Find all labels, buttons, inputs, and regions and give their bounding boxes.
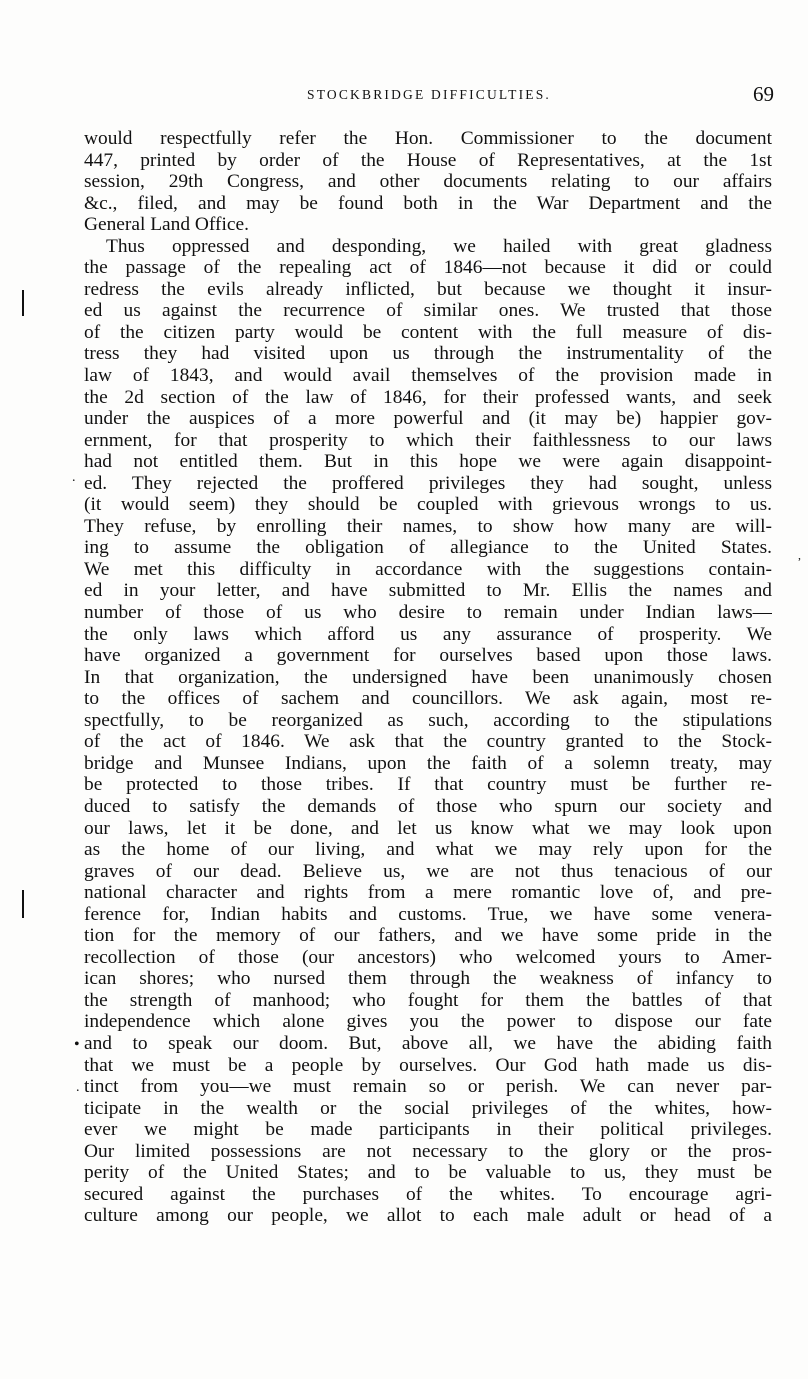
- text-line: independence which alone gives you the power to dispose our fate: [84, 1011, 772, 1033]
- text-line: had not entitled them. But in this hope we were again disappoint-: [84, 451, 772, 473]
- text-line: recollection of those (our ancestors) who welcomed yours to Amer-: [84, 946, 772, 968]
- text-line: law of 1843, and would avail themselves of the provision made in: [84, 365, 772, 387]
- text-line: the 2d section of the law of 1846, for their professed wants, and seek: [84, 386, 772, 408]
- text-line: ed in your letter, and have submitted to Mr. Ellis the names and: [84, 580, 772, 602]
- text-line: (it would seem) they should be coupled with grievous wrongs to us.: [84, 494, 772, 516]
- text-line: of the act of 1846. We ask that the country granted to the Stock-: [84, 731, 772, 753]
- text-line: secured against the purchases of the whites. To encourage agri-: [84, 1183, 772, 1205]
- text-line: would respectfully refer the Hon. Commissioner to the document: [84, 128, 772, 149]
- text-line: spectfully, to be reorganized as such, according to the stipulations: [84, 709, 772, 731]
- margin-dot-mark: .: [72, 470, 76, 485]
- text-line: the strength of manhood; who fought for them the battles of that: [84, 989, 772, 1011]
- text-line: be protected to those tribes. If that country must be further re-: [84, 774, 772, 796]
- text-line: Our limited possessions are not necessary to the glory or the pros-: [84, 1140, 772, 1162]
- text-line: the only laws which afford us any assurance of prosperity. We: [84, 623, 772, 645]
- page-header: [84, 82, 774, 108]
- text-line: tion for the memory of our fathers, and we have some pride in the: [84, 925, 772, 947]
- text-line: redress the evils already inflicted, but because we thought it insur-: [84, 278, 772, 300]
- text-line: tinct from you—we must remain so or perish. We can never par-: [84, 1076, 772, 1098]
- text-line: Thus oppressed and desponding, we hailed with great gladness: [106, 235, 772, 257]
- text-line: session, 29th Congress, and other documents relating to our affairs: [84, 171, 772, 193]
- text-line: number of those of us who desire to remain under Indian laws—: [84, 602, 772, 624]
- text-line: bridge and Munsee Indians, upon the faith of a solemn treaty, may: [84, 752, 772, 774]
- text-line: the passage of the repealing act of 1846—not because it did or could: [84, 257, 772, 279]
- text-line: national character and rights from a mere romantic love of, and pre-: [84, 882, 772, 904]
- margin-tick-mark: ,: [798, 548, 801, 562]
- margin-dot-mark: .: [76, 1080, 80, 1095]
- text-line: ing to assume the obligation of allegiance to the United States.: [84, 537, 772, 559]
- text-line: ican shores; who nursed them through the weakness of infancy to: [84, 968, 772, 990]
- text-line: ever we might be made participants in their political privileges.: [84, 1119, 772, 1141]
- text-line: our laws, let it be done, and let us know what we may look upon: [84, 817, 772, 839]
- text-line: ed. They rejected the proffered privileges they had sought, unless: [84, 472, 772, 494]
- text-line: and to speak our doom. But, above all, we have the abiding faith: [84, 1032, 772, 1054]
- text-line: General Land Office.: [84, 214, 249, 236]
- text-line: ed us against the recurrence of similar ones. We trusted that those: [84, 300, 772, 322]
- text-line: They refuse, by enrolling their names, to show how many are will-: [84, 515, 772, 537]
- margin-bullet-mark: •: [74, 1036, 80, 1053]
- text-line: ticipate in the wealth or the social privileges of the whites, how-: [84, 1097, 772, 1119]
- text-line: have organized a government for ourselves based upon those laws.: [84, 645, 772, 667]
- text-line: culture among our people, we allot to each male adult or head of a: [84, 1205, 772, 1227]
- running-title: STOCKBRIDGE DIFFICULTIES.: [306, 87, 552, 102]
- margin-bar-mark: [22, 290, 24, 316]
- text-line: of the citizen party would be content with the full measure of dis-: [84, 321, 772, 343]
- text-line: under the auspices of a more powerful and (it may be) happier gov-: [84, 408, 772, 430]
- text-line: 447, printed by order of the House of Representatives, at the 1st: [84, 149, 772, 171]
- text-line: tress they had visited upon us through the instrumentality of the: [84, 343, 772, 365]
- text-line: In that organization, the undersigned have been unanimously chosen: [84, 666, 772, 688]
- text-line: graves of our dead. Believe us, we are not thus tenacious of our: [84, 860, 772, 882]
- margin-bar-mark: [22, 890, 24, 918]
- text-line: perity of the United States; and to be valuable to us, they must be: [84, 1162, 772, 1184]
- text-line: ference for, Indian habits and customs. True, we have some venera-: [84, 903, 772, 925]
- page-number: 69: [753, 82, 774, 106]
- body-text: [84, 128, 772, 1227]
- text-line: ernment, for that prosperity to which their faithlessness to our laws: [84, 429, 772, 451]
- text-line: duced to satisfy the demands of those who spurn our society and: [84, 795, 772, 817]
- text-line: as the home of our living, and what we may rely upon for the: [84, 839, 772, 861]
- text-line: &c., filed, and may be found both in the War Department and the: [84, 192, 772, 214]
- text-line: We met this difficulty in accordance with the suggestions contain-: [84, 558, 772, 580]
- text-line: that we must be a people by ourselves. Our God hath made us dis-: [84, 1054, 772, 1076]
- text-line: to the offices of sachem and councillors. We ask again, most re-: [84, 688, 772, 710]
